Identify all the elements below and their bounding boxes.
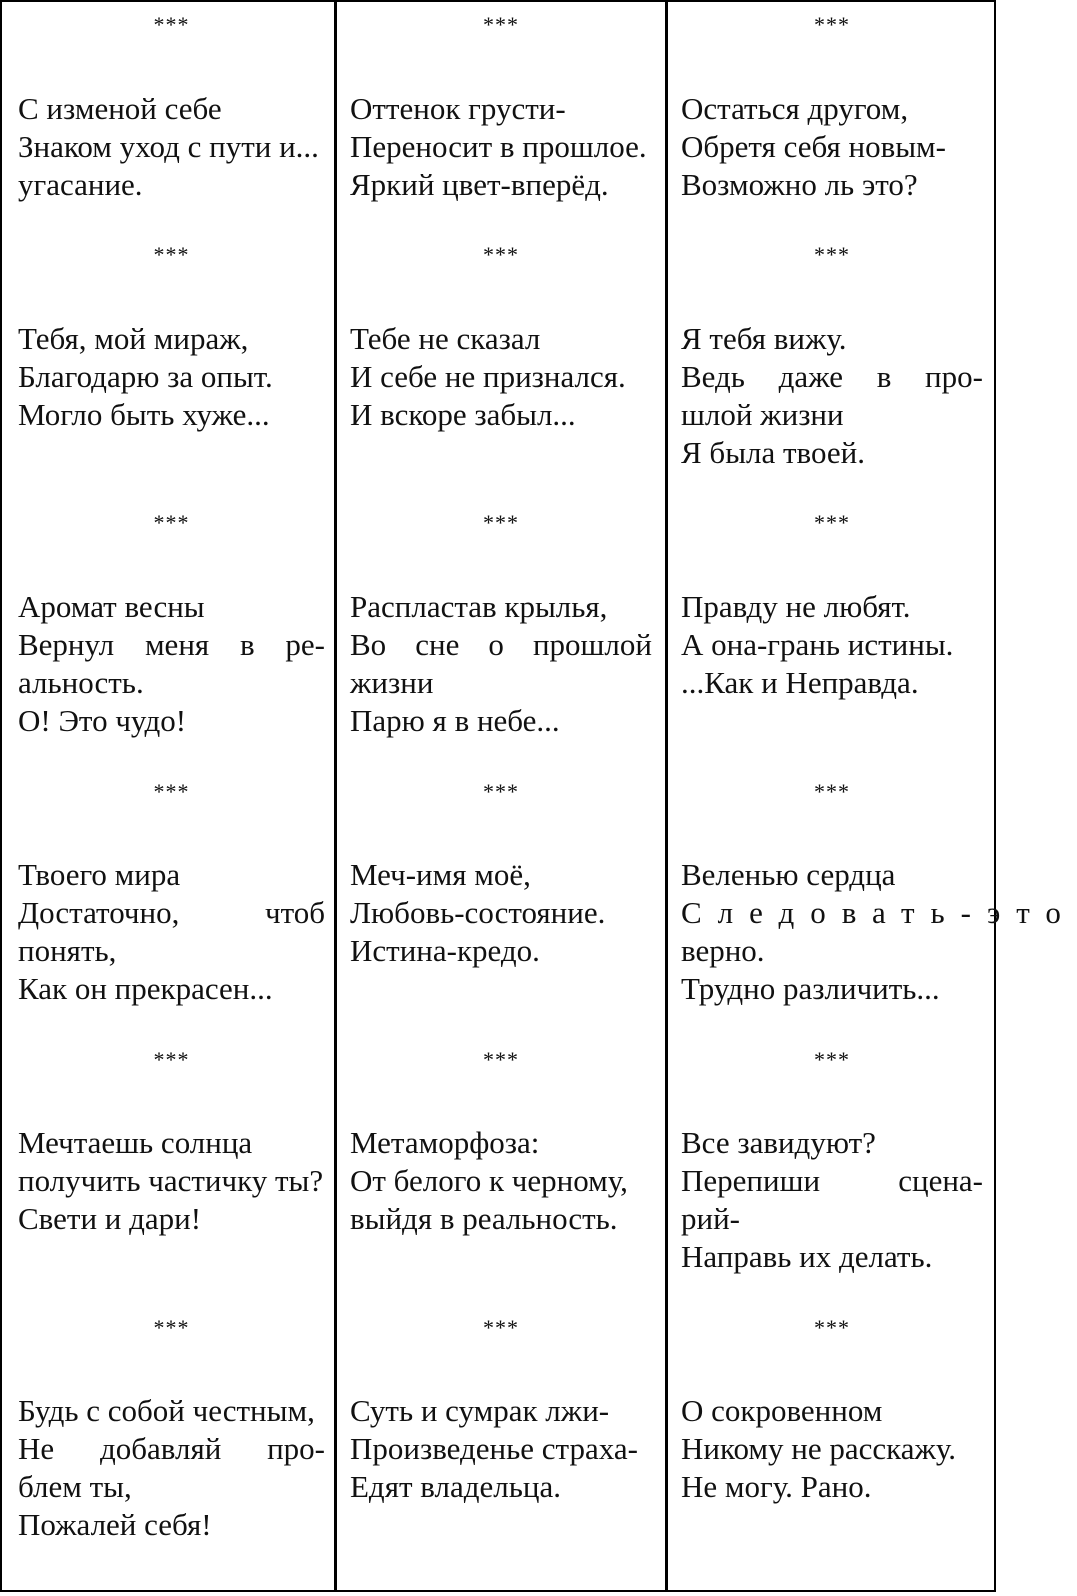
separator-asterisks: *** — [814, 242, 850, 267]
poem-line: Произведенье страха- — [350, 1431, 638, 1466]
poem-line: получить частичку ты? — [18, 1163, 324, 1198]
poem — [681, 320, 983, 472]
poem-line: Трудно различить... — [681, 971, 940, 1006]
poem-line: Истина-кредо. — [350, 933, 540, 968]
poem-line: Мечтаешь солнца — [18, 1125, 253, 1160]
column-3 — [681, 2, 1077, 1590]
poem-line: верно. — [681, 933, 765, 968]
poem-line: выйдя в реальность. — [350, 1201, 618, 1236]
poem-line: Обретя себя новым- — [681, 129, 946, 164]
poem-line: блем ты, — [18, 1469, 132, 1504]
poem-line: Веленью сердца — [681, 857, 896, 892]
poem-line: жизни — [350, 665, 434, 700]
poem-line: О сокровенном — [681, 1393, 883, 1428]
poem-line: О! Это чудо! — [18, 703, 187, 738]
poem-line: Я тебя вижу. — [681, 321, 847, 356]
poem-line: Направь их делать. — [681, 1239, 933, 1274]
poem-line: Не добавляй про- — [18, 1431, 325, 1466]
separator-asterisks: *** — [814, 510, 850, 535]
poem-line: Могло быть хуже... — [18, 397, 270, 432]
poem-line: Оттенок грусти- — [350, 91, 566, 126]
poem-line: Тебе не сказал — [350, 321, 541, 356]
poem-line: Остаться другом, — [681, 91, 909, 126]
poem-line: Парю я в небе... — [350, 703, 560, 738]
separator-asterisks: *** — [814, 1047, 850, 1072]
poem-line: Меч-имя моё, — [350, 857, 531, 892]
poem-line: И вскоре забыл... — [350, 397, 576, 432]
poem-line: Возможно ль это? — [681, 167, 918, 202]
poem-line: Правду не любят. — [681, 589, 911, 624]
poem — [350, 856, 652, 970]
separator-asterisks: *** — [483, 12, 519, 37]
separator-asterisks: *** — [483, 1047, 519, 1072]
separator-asterisks: *** — [153, 242, 190, 267]
poem-line: Будь с собой честным, — [18, 1393, 315, 1428]
poem-line: Достаточно, чтоб — [18, 895, 325, 930]
poem-line: Я была твоей. — [681, 435, 865, 470]
poem — [350, 588, 652, 740]
column-divider — [334, 2, 337, 1590]
poem-line: Как он прекрасен... — [18, 971, 273, 1006]
poem — [18, 1124, 325, 1238]
separator-asterisks: *** — [153, 510, 190, 535]
separator-asterisks: *** — [814, 1315, 850, 1340]
separator-asterisks: *** — [814, 12, 850, 37]
separator-asterisks: *** — [483, 779, 519, 804]
poem-line: Едят владельца. — [350, 1469, 561, 1504]
poem-line: Во сне о прошлой — [350, 627, 652, 662]
poem — [681, 1392, 983, 1506]
poem-line: Переносит в прошлое. — [350, 129, 647, 164]
separator-asterisks: *** — [814, 779, 850, 804]
poem — [681, 1124, 983, 1276]
separator-asterisks: *** — [153, 12, 190, 37]
separator-asterisks: *** — [483, 1315, 519, 1340]
poem-line: От белого к черному, — [350, 1163, 628, 1198]
separator-asterisks: *** — [483, 510, 519, 535]
poem-line: шлой жизни — [681, 397, 844, 432]
column-divider — [665, 2, 668, 1590]
poem-line: понять, — [18, 933, 117, 968]
poem-line: Все завидуют? — [681, 1125, 876, 1160]
poem — [350, 90, 652, 204]
separator-asterisks: *** — [483, 242, 519, 267]
poem-line: рий- — [681, 1201, 741, 1236]
poem-line: Метаморфоза: — [350, 1125, 540, 1160]
poem-line: Перепиши сцена- — [681, 1163, 983, 1198]
poem-line: Тебя, мой мираж, — [18, 321, 249, 356]
poem-line: угасание. — [18, 167, 143, 202]
poem-line: И себе не признался. — [350, 359, 626, 394]
poem-line: Знаком уход с пути и... — [18, 129, 319, 164]
column-1 — [18, 2, 325, 1590]
poem-line: Твоего мира — [18, 857, 181, 892]
poem — [18, 588, 325, 740]
poem-line: Ведь даже в про- — [681, 359, 983, 394]
poem — [18, 1392, 325, 1544]
column-2 — [350, 2, 652, 1590]
poem-line: альность. — [18, 665, 144, 700]
separator-asterisks: *** — [153, 1315, 190, 1340]
poem-line: Следовать-это — [681, 895, 1077, 930]
poem — [18, 320, 325, 434]
poem-line: Распластав крылья, — [350, 589, 608, 624]
poem-line: Свети и дари! — [18, 1201, 202, 1236]
separator-asterisks: *** — [153, 779, 190, 804]
poem-line: А она-грань истины. — [681, 627, 954, 662]
separator-asterisks: *** — [153, 1047, 190, 1072]
poem — [681, 856, 1077, 1008]
poem — [350, 1124, 652, 1238]
poem — [350, 1392, 652, 1506]
poem-line: Не могу. Рано. — [681, 1469, 872, 1504]
poem-line: Суть и сумрак лжи- — [350, 1393, 610, 1428]
poem — [681, 588, 983, 702]
poem — [350, 320, 652, 434]
poem-line: Благодарю за опыт. — [18, 359, 273, 394]
poem — [18, 90, 325, 204]
poem-line: Никому не расскажу. — [681, 1431, 957, 1466]
poem-line: Аромат весны — [18, 589, 205, 624]
poem-line: ...Как и Неправда. — [681, 665, 919, 700]
poem-line: С изменой себе — [18, 91, 222, 126]
poem-line: Любовь-состояние. — [350, 895, 606, 930]
poem-line: Яркий цвет-вперёд. — [350, 167, 609, 202]
poem-line: Пожалей себя! — [18, 1507, 212, 1542]
poem-line: Вернул меня в ре- — [18, 627, 325, 662]
poem — [681, 90, 983, 204]
poem — [18, 856, 325, 1008]
